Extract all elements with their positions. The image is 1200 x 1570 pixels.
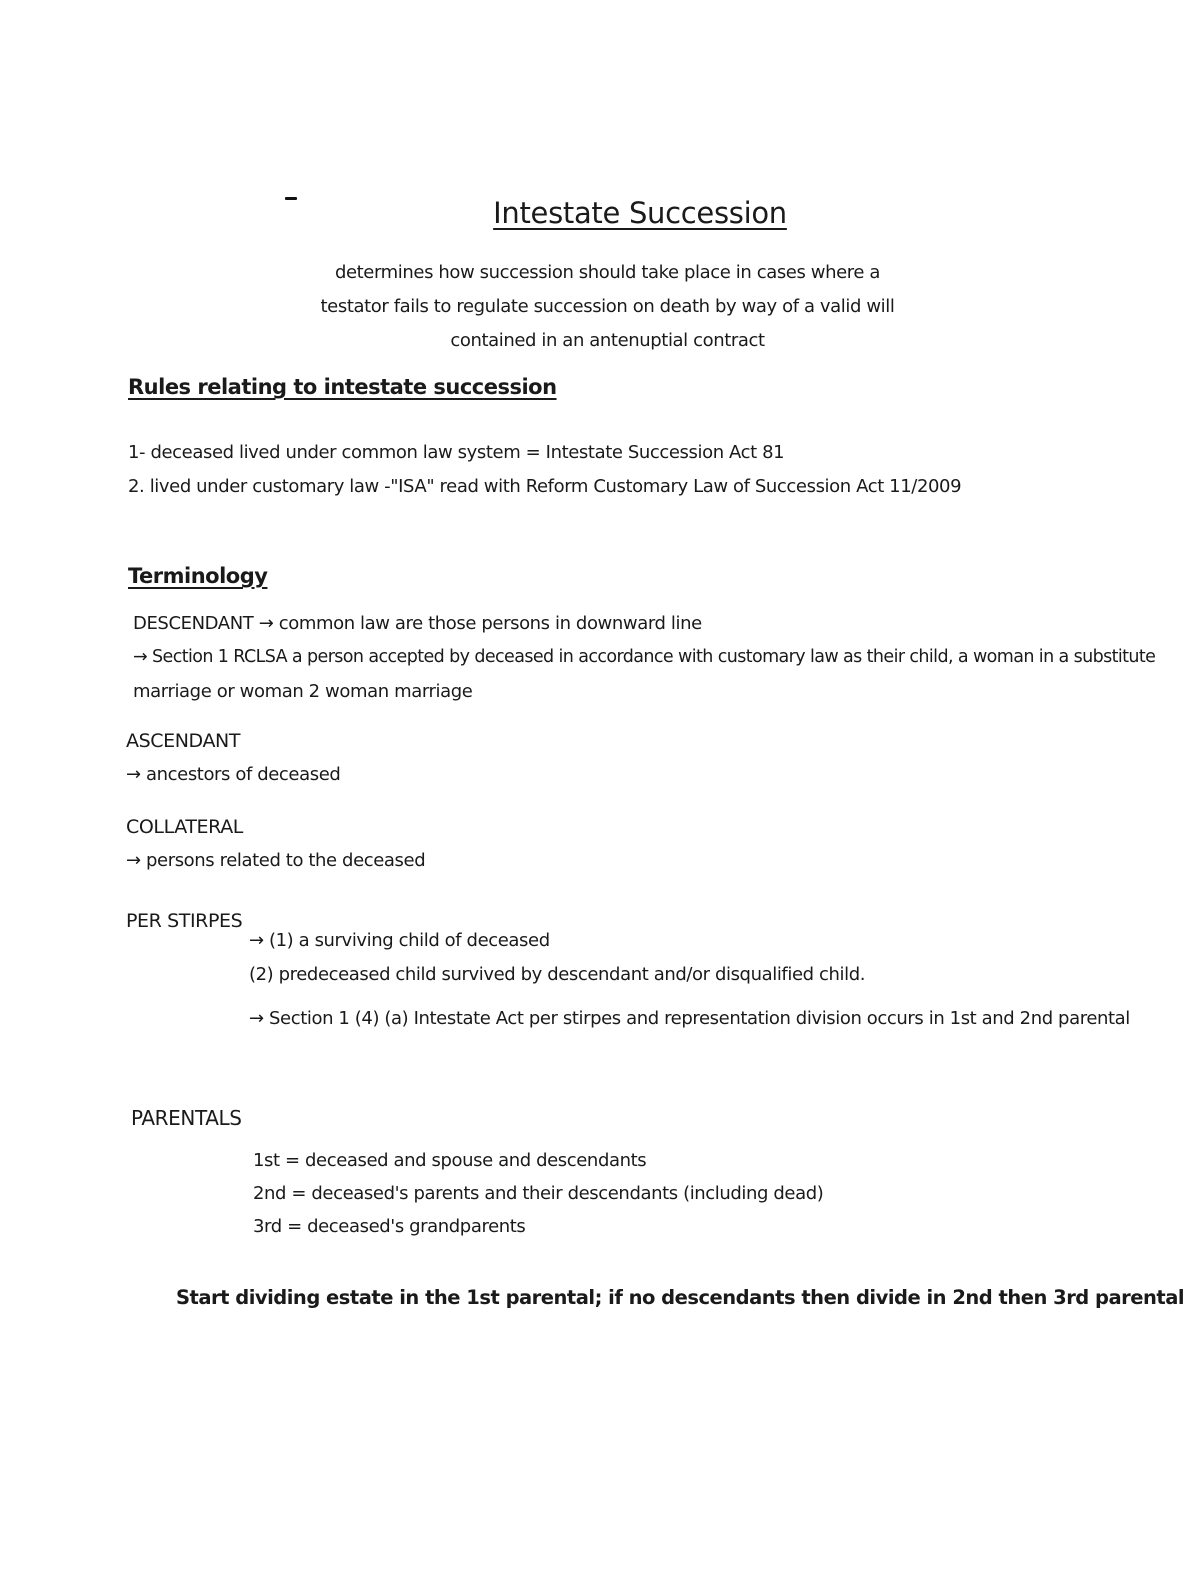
intro-paragraph: determines how succession should take place in cases where a testator fails to regulate succession on death by way of a valid will contained in an antenuptial contract: [320, 262, 895, 351]
terminology-heading: Terminology: [128, 564, 268, 588]
ascendant-definition: → ancestors of deceased: [126, 764, 341, 785]
per-stirpes-section-note: → Section 1 (4) (a) Intestate Act per stirpes and representation division occurs in 1st and 2nd parental: [249, 1008, 1130, 1029]
rules-heading: Rules relating to intestate succession: [128, 375, 557, 399]
rule-item-1: 1- deceased lived under common law system = Intestate Succession Act 81: [128, 442, 785, 463]
parentals-heading: PARENTALS: [131, 1106, 242, 1130]
page-title: Intestate Succession: [493, 196, 787, 230]
per-stirpes-item-2: (2) predeceased child survived by descendant and/or disqualified child.: [249, 964, 866, 985]
descendant-definition-line2: → Section 1 RCLSA a person accepted by deceased in accordance with customary law as their child, a woman in a substitute: [133, 647, 1156, 667]
rule-item-2: 2. lived under customary law -"ISA" read with Reform Customary Law of Succession Act 11/2009: [128, 476, 962, 497]
descendant-definition-line3: marriage or woman 2 woman marriage: [133, 681, 473, 702]
collateral-term: COLLATERAL: [126, 816, 243, 838]
per-stirpes-term: PER STIRPES: [126, 910, 243, 932]
parental-item-3rd: 3rd = deceased's grandparents: [253, 1216, 526, 1237]
parental-item-1st: 1st = deceased and spouse and descendants: [253, 1150, 647, 1171]
collateral-definition: → persons related to the deceased: [126, 850, 426, 871]
descendant-definition-line1: DESCENDANT → common law are those persons in downward line: [133, 613, 702, 634]
ascendant-term: ASCENDANT: [126, 730, 241, 752]
parental-item-2nd: 2nd = deceased's parents and their descendants (including dead): [253, 1183, 824, 1204]
per-stirpes-item-1: → (1) a surviving child of deceased: [249, 930, 550, 951]
conclusion-statement: Start dividing estate in the 1st parental; if no descendants then divide in 2nd then 3rd parental: [176, 1286, 1185, 1309]
